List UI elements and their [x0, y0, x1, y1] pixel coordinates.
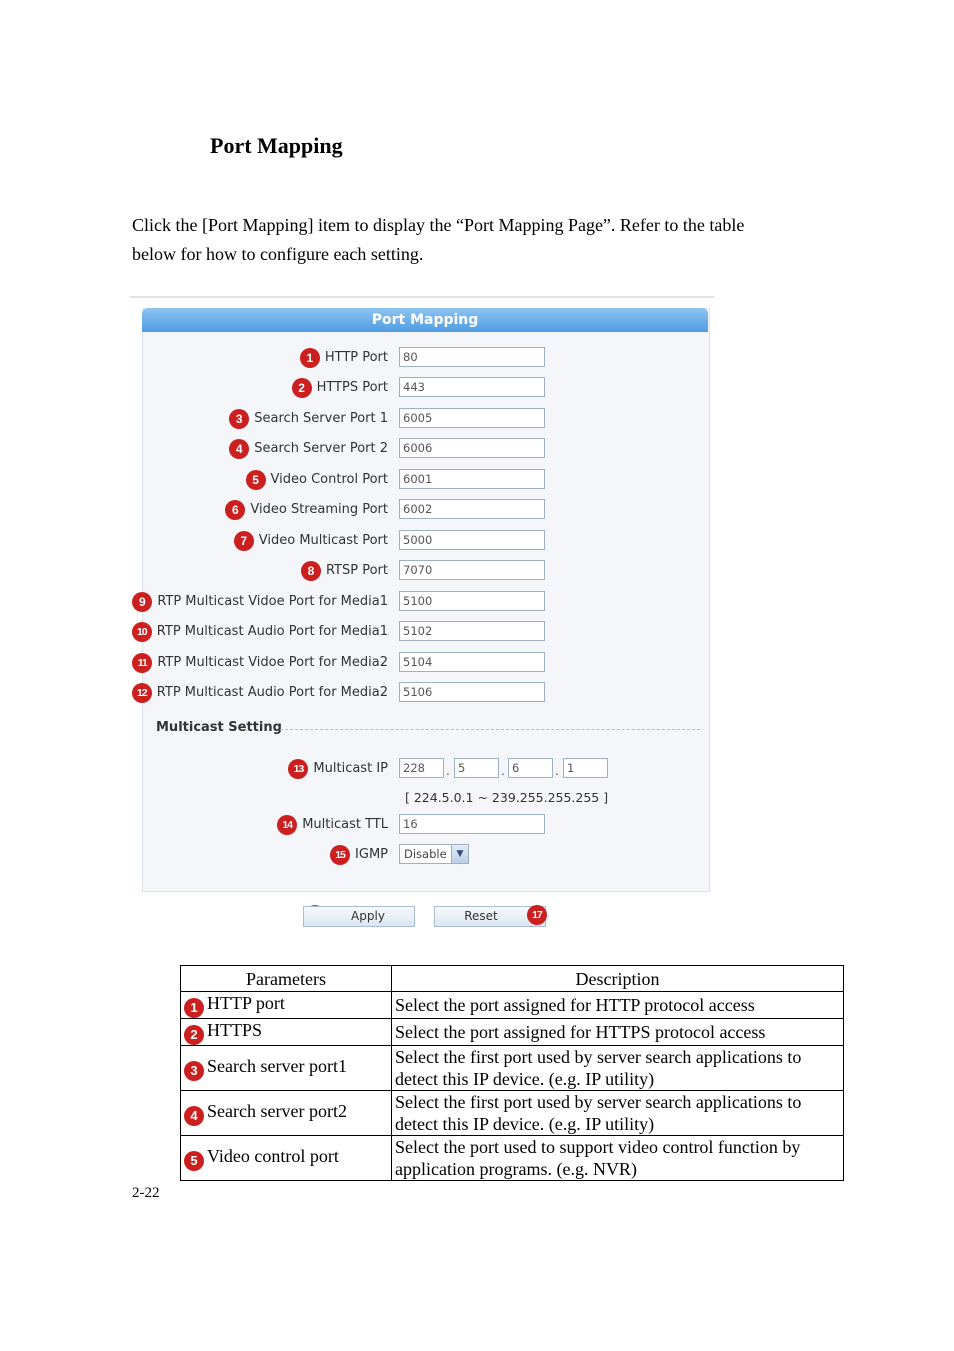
field-row-rtp-audio-media1: [130, 621, 714, 643]
field-label-text: HTTP Port: [324, 350, 388, 365]
ip-separator: .: [446, 764, 450, 778]
parameters-table: [180, 965, 844, 1181]
field-label: [229, 408, 388, 430]
rtsp-port-input[interactable]: 7070: [399, 560, 545, 580]
field-label: [132, 652, 388, 674]
param-cell: [181, 1019, 392, 1046]
column-header-description: Description: [392, 966, 844, 992]
number-badge-icon: 2: [292, 378, 312, 398]
multicast-ip-octet-3-input[interactable]: 6: [508, 758, 553, 778]
field-label-text: RTP Multicast Audio Port for Media1: [156, 624, 388, 639]
field-label: [132, 621, 388, 643]
description-cell: Select the port assigned for HTTP protocol access: [392, 992, 844, 1019]
field-label: [234, 530, 388, 552]
field-label: [292, 377, 388, 399]
field-label-text: Video Streaming Port: [250, 502, 388, 517]
video-multicast-port-input[interactable]: 5000: [399, 530, 545, 550]
field-row-rtp-audio-media2: [130, 682, 714, 704]
param-cell: [181, 992, 392, 1019]
http-port-input[interactable]: 80: [399, 347, 545, 367]
param-cell: [181, 1091, 392, 1136]
field-row-rtsp-port: [130, 560, 714, 582]
port-mapping-screenshot: [130, 296, 714, 936]
field-row-video-control-port: [130, 469, 714, 491]
field-label-text: RTP Multicast Audio Port for Media2: [156, 685, 388, 700]
number-badge-icon: 5: [246, 470, 266, 490]
field-label: [277, 814, 388, 836]
field-label: [132, 591, 388, 613]
video-control-port-input[interactable]: 6001: [399, 469, 545, 489]
field-label: [229, 438, 388, 460]
number-badge-icon: 1: [184, 998, 204, 1018]
ip-separator: .: [555, 764, 559, 778]
search-server-port-2-input[interactable]: 6006: [399, 438, 545, 458]
intro-line-2: below for how to configure each setting.: [132, 244, 424, 264]
multicast-ip-range-hint: [ 224.5.0.1 ~ 239.255.255.255 ]: [405, 790, 609, 805]
number-badge-icon: 9: [132, 592, 152, 612]
number-badge-icon: 8: [301, 561, 321, 581]
multicast-ip-octet-1-input[interactable]: 228: [399, 758, 444, 778]
field-label-text: RTSP Port: [325, 563, 388, 578]
field-label-text: RTP Multicast Vidoe Port for Media2: [157, 655, 388, 670]
field-label-text: Video Control Port: [270, 472, 388, 487]
number-badge-icon: 4: [229, 439, 249, 459]
field-row-rtp-video-media2: [130, 652, 714, 674]
field-label-text: Multicast IP: [313, 761, 388, 776]
rtp-audio-media1-input[interactable]: 5102: [399, 621, 545, 641]
number-badge-icon: 12: [132, 683, 152, 703]
intro-line-1: Click the [Port Mapping] item to display the “Port Mapping Page”. Refer to the table: [132, 215, 745, 235]
description-cell: Select the first port used by server search applications to detect this IP device. (e.g. IP utility): [392, 1046, 844, 1091]
number-badge-icon: 14: [277, 815, 297, 835]
param-name: Video control port: [207, 1146, 339, 1166]
screenshot-top-border: [130, 296, 714, 298]
ip-separator: .: [501, 764, 505, 778]
table-header-row: [181, 966, 844, 992]
multicast-ttl-input[interactable]: 16: [399, 814, 545, 834]
field-row-video-streaming-port: [130, 499, 714, 521]
param-name: Search server port1: [207, 1056, 347, 1076]
number-badge-icon: 11: [132, 653, 152, 673]
field-row-igmp: [130, 844, 714, 866]
field-label: [288, 758, 388, 780]
reset-button[interactable]: Reset: [434, 906, 546, 927]
field-label-text: Search Server Port 2: [254, 441, 388, 456]
field-label-text: Multicast TTL: [302, 817, 388, 832]
param-name: HTTPS: [207, 1020, 263, 1040]
table-row: [181, 992, 844, 1019]
param-name: Search server port2: [207, 1101, 347, 1121]
field-row-search-server-port-2: [130, 438, 714, 460]
number-badge-icon: 7: [234, 531, 254, 551]
field-label: [246, 469, 388, 491]
param-cell: [181, 1136, 392, 1181]
field-label: [301, 560, 388, 582]
field-label-text: RTP Multicast Vidoe Port for Media1: [157, 594, 388, 609]
field-label-text: IGMP: [355, 847, 388, 862]
field-label: [300, 347, 388, 369]
field-row-http-port: [130, 347, 714, 369]
field-row-rtp-video-media1: [130, 591, 714, 613]
field-row-multicast-ttl: [130, 814, 714, 836]
number-badge-icon: 17: [527, 905, 547, 925]
number-badge-icon: 5: [184, 1151, 204, 1171]
number-badge-icon: 1: [300, 348, 320, 368]
field-label-text: Search Server Port 1: [254, 411, 388, 426]
field-label: [225, 499, 388, 521]
number-badge-icon: 3: [184, 1061, 204, 1081]
number-badge-icon: 3: [229, 409, 249, 429]
multicast-section-label: Multicast Setting: [156, 720, 282, 735]
column-header-parameters: Parameters: [181, 966, 392, 992]
apply-button[interactable]: Apply: [303, 906, 415, 927]
number-badge-icon: 13: [288, 759, 308, 779]
field-label: [132, 682, 388, 704]
form-title-bar: Port Mapping: [142, 308, 708, 332]
description-cell: Select the port assigned for HTTPS protocol access: [392, 1019, 844, 1046]
field-row-search-server-port-1: [130, 408, 714, 430]
table-row: [181, 1019, 844, 1046]
multicast-ip-octet-4-input[interactable]: 1: [563, 758, 608, 778]
table-row: [181, 1091, 844, 1136]
search-server-port-1-input[interactable]: 6005: [399, 408, 545, 428]
https-port-input[interactable]: 443: [399, 377, 545, 397]
field-label: [330, 844, 388, 866]
number-badge-icon: 15: [330, 845, 350, 865]
page-heading: Port Mapping: [210, 133, 343, 158]
number-badge-icon: 4: [184, 1106, 204, 1126]
number-badge-icon: 10: [132, 622, 152, 642]
chevron-down-icon[interactable]: ▼: [451, 845, 468, 863]
field-row-video-multicast-port: [130, 530, 714, 552]
rtp-video-media1-input[interactable]: 5100: [399, 591, 545, 611]
rtp-video-media2-input[interactable]: 5104: [399, 652, 545, 672]
field-label-text: Video Multicast Port: [258, 533, 388, 548]
video-streaming-port-input[interactable]: 6002: [399, 499, 545, 519]
number-badge-icon: 6: [225, 500, 245, 520]
table-row: [181, 1136, 844, 1181]
multicast-ip-octet-2-input[interactable]: 5: [454, 758, 499, 778]
param-cell: [181, 1046, 392, 1091]
section-divider: [280, 729, 700, 730]
page-number: 2-22: [132, 1185, 160, 1201]
description-cell: Select the first port used by server search applications to detect this IP device. (e.g. IP utility): [392, 1091, 844, 1136]
number-badge-icon: 2: [184, 1025, 204, 1045]
igmp-select[interactable]: [399, 844, 469, 864]
field-label-text: HTTPS Port: [316, 380, 388, 395]
field-row-https-port: [130, 377, 714, 399]
table-row: [181, 1046, 844, 1091]
param-name: HTTP port: [207, 993, 285, 1013]
igmp-select-value: Disable: [404, 847, 447, 861]
intro-paragraph: [132, 211, 822, 269]
description-cell: Select the port used to support video control function by application programs. (e.g. NVR): [392, 1136, 844, 1181]
rtp-audio-media2-input[interactable]: 5106: [399, 682, 545, 702]
